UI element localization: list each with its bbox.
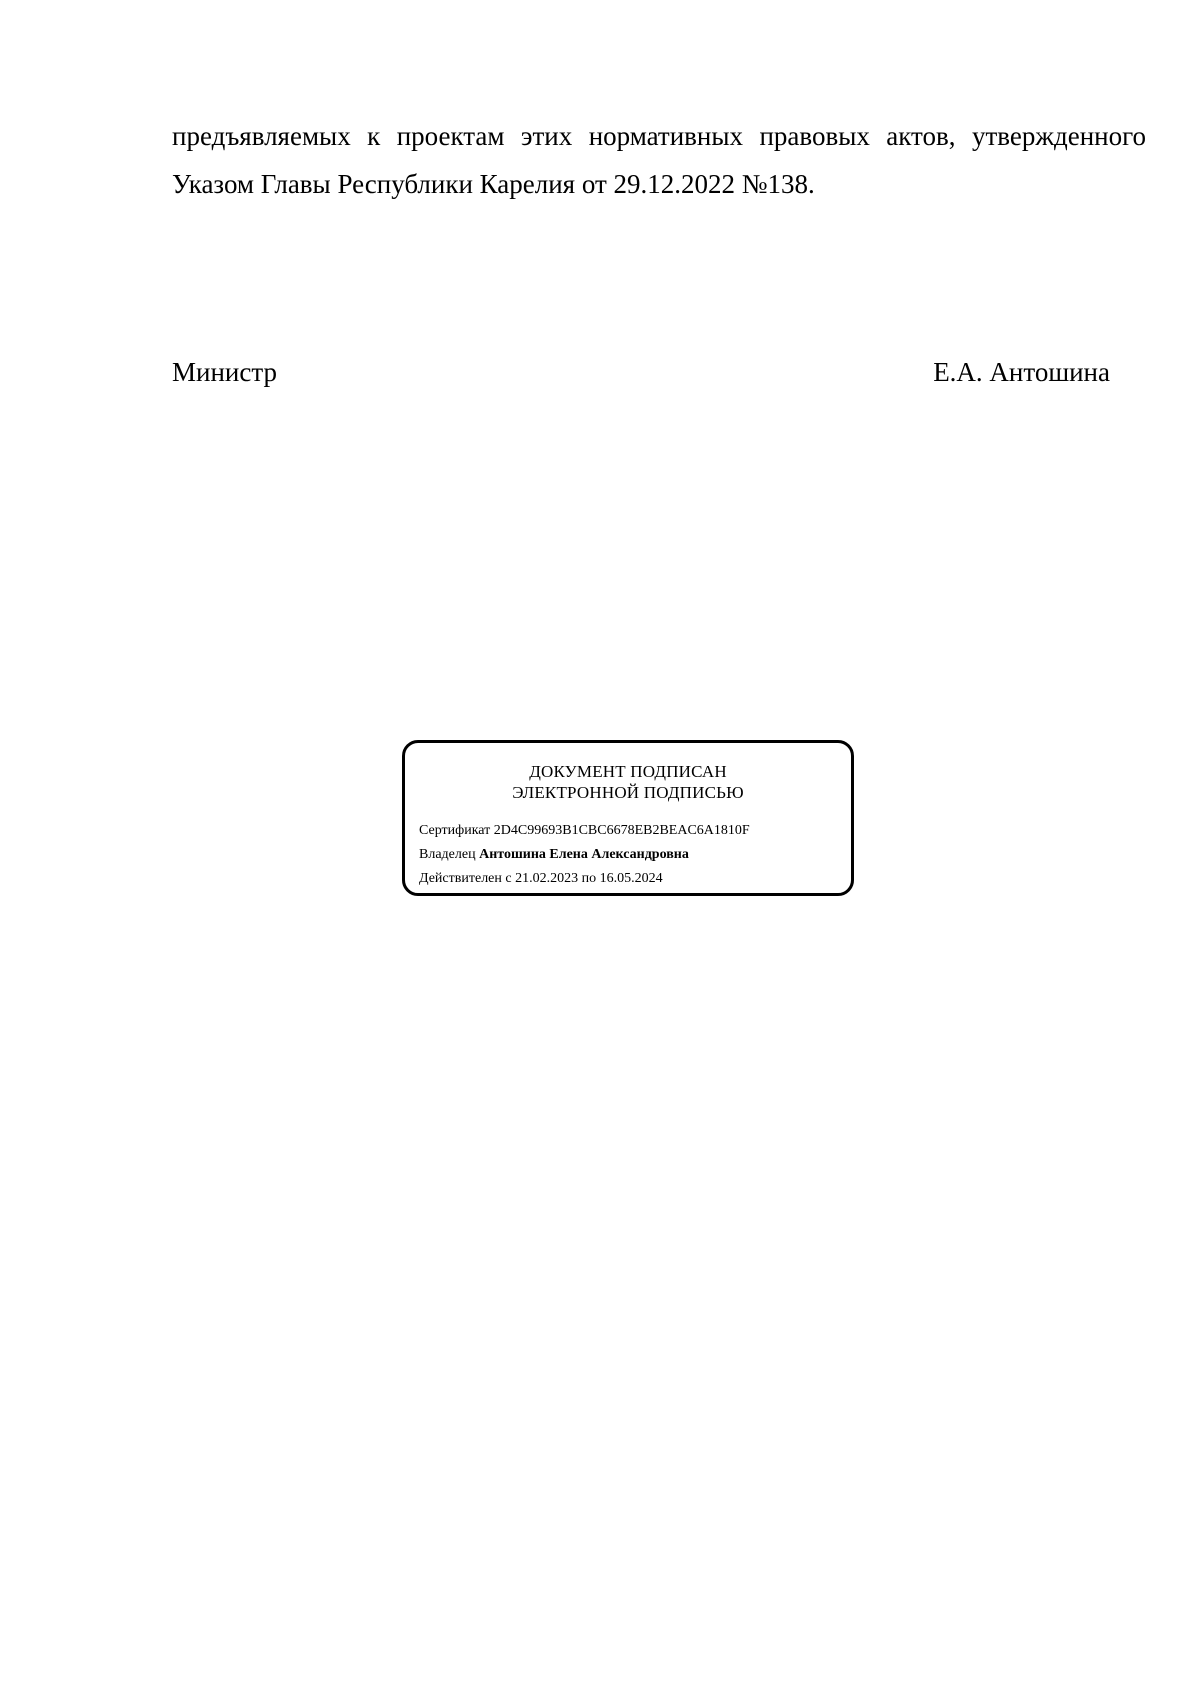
signer-position: Министр [172, 357, 277, 387]
electronic-signature-stamp [402, 740, 854, 896]
body-line-1: предъявляемых к проектам этих нормативных правовых актов, утвержденного [172, 121, 1146, 151]
stamp-details [419, 819, 837, 891]
stamp-title [419, 761, 837, 803]
signer-name: Е.А. Антошина [933, 357, 1110, 387]
certificate-value: 2D4C99693B1CBC6678EB2BEAC6A1810F [493, 823, 750, 838]
stamp-validity-row [419, 867, 837, 891]
owner-value: Антошина Елена Александровна [479, 847, 689, 862]
valid-to-label: по [581, 871, 597, 886]
stamp-title-line-2: ЭЛЕКТРОННОЙ ПОДПИСЬЮ [512, 783, 744, 802]
certificate-label: Сертификат [419, 823, 491, 838]
body-paragraph [172, 112, 1146, 208]
valid-from-label: Действителен с [419, 871, 512, 886]
stamp-title-line-1: ДОКУМЕНТ ПОДПИСАН [529, 762, 727, 781]
body-line-2: Указом Главы Республики Карелия от 29.12.2022 №138. [172, 169, 815, 199]
stamp-certificate-row [419, 819, 837, 843]
stamp-owner-row [419, 843, 837, 867]
valid-from-value: 21.02.2023 [515, 871, 579, 886]
owner-label: Владелец [419, 847, 476, 862]
valid-to-value: 16.05.2024 [599, 871, 663, 886]
